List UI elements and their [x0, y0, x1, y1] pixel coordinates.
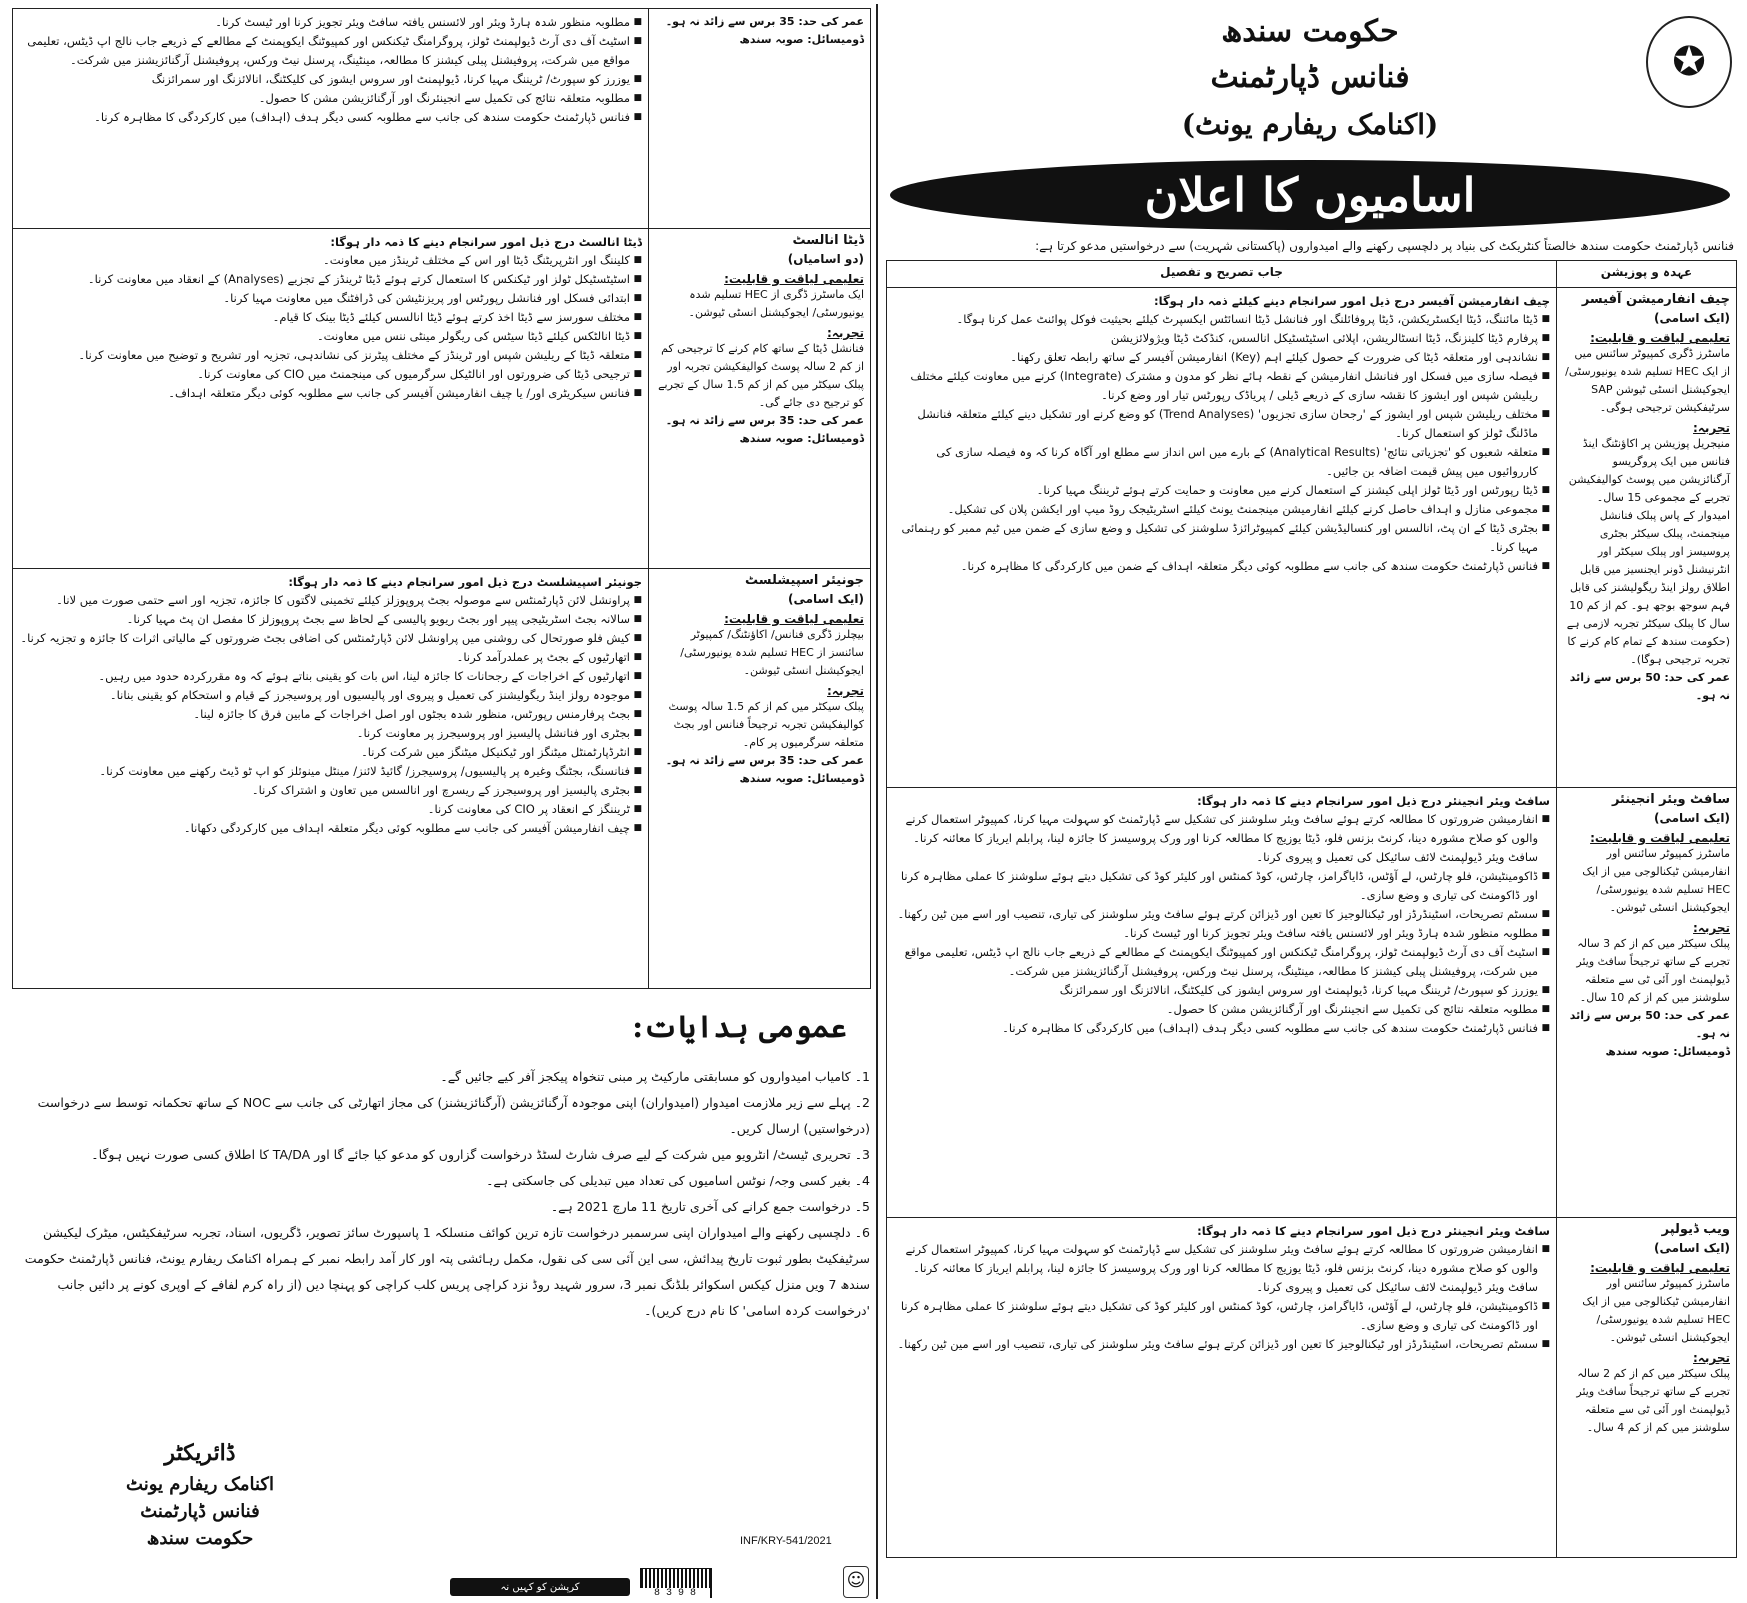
duties-cell — [13, 9, 649, 229]
position-count: (ایک اسامی) — [1653, 1241, 1730, 1255]
positions-table-right — [886, 260, 1737, 1558]
duty-item: ■ انفارمیشن ضرورتوں کا مطالعہ کرتے ہوئے سافٹ ویئر سلوشنز کی تشکیل سے ڈپارٹمنٹ کو سہولت مہیا کرنا، کمپیوٹر استعمال کرنے والوں کو صلاح مشورہ دینا، کرنٹ بزنس فلو، ڈیٹا یوزیج کا مطالعہ کرنا اور ورک پروسیسز کا جائزہ لینا، پرابلم ایریاز کا معائنہ کرنا۔ سافٹ ویئر ڈیولپمنٹ لائف سائیکل کی تعمیل و پیروی کرنا۔ — [893, 810, 1550, 867]
duty-item: ■ فنانس ڈپارٹمنٹ حکومت سندھ کی جانب سے مطلوبہ کوئی دیگر متعلقہ اہداف کے ضمن میں کارکردگی کا مظاہرہ کرنا۔ — [893, 557, 1550, 576]
duties-cell — [887, 1218, 1557, 1558]
duty-item: ■ متعلقہ ڈیٹا کے ریلیشن شپس اور ٹرینڈز کے مختلف پیٹرنز کی نشاندہی، تجزیہ اور تشریح و توضیح میں معاونت کرنا۔ — [19, 346, 642, 365]
duties-heading: ڈیٹا انالسٹ درج ذیل امور سرانجام دینے کا ذمہ دار ہوگا: — [330, 235, 642, 249]
duty-item: ■ ٹریننگز کے انعقاد پر CIO کی معاونت کرنا۔ — [19, 800, 642, 819]
qualification-text: ماسٹرز ڈگری کمپیوٹر سائنس میں از ایک HEC تسلیم شدہ یونیورسٹی/ ایجوکیشنل انسٹی ٹیوشن SAP سرٹیفکیشن ترجیحی ہوگی۔ — [1565, 347, 1730, 414]
qualification-label: تعلیمی لیاقت و قابلیت: — [1590, 331, 1730, 345]
signature-line: فنانس ڈپارٹمنٹ — [140, 1501, 260, 1522]
instruction-item: 3۔ تحریری ٹیسٹ/ انٹرویو میں شرکت کے لیے صرف شارٹ لسٹڈ درخواست گزاروں کو مدعو کیا جائے گا اور TA/DA کا اطلاق کسی صورت نہیں ہوگا۔ — [91, 1147, 870, 1162]
positions-table-left — [12, 8, 871, 989]
banner-text: اسامیوں کا اعلان — [1144, 168, 1476, 222]
position-count: (ایک اسامی) — [787, 592, 864, 606]
experience-text: پبلک سیکٹر میں کم از کم 2 سالہ تجربے کے ساتھ ترجیحاً سافٹ ویئر ڈیولپمنٹ اور آئی ٹی سے متعلقہ سلوشنز میں کم از کم 4 سال۔ — [1576, 1367, 1730, 1434]
duties-cell — [887, 288, 1557, 788]
duty-item: ■ فیصلہ سازی میں فسکل اور فنانشل انفارمیشن کے نقطہ ہائے نظر کو مدون و مشترک (Integrate) کرنے میں معاونت کیلئے مختلف ریلیشن شپس اور ایشوز کا نقشہ سازی کے ذریعے ڈیلی / پریاڈک رپورٹس تیار اور وضع کرنا۔ — [893, 367, 1550, 405]
position-title: ویب ڈیولپر — [1661, 1222, 1730, 1237]
duty-item: ■ بجٹری ڈیٹا کے ان پٹ، انالسس اور کنسالیڈیشن کیلئے کمپیوٹرائزڈ سلوشنز کی تشکیل و وضع سازی کے ضمن میں ٹیم ممبر کو رہنمائی مہیا کرنا۔ — [893, 519, 1550, 557]
experience-text: منیجریل پوزیشن پر اکاؤنٹنگ اینڈ فنانس میں ایک پروگریسو آرگنائزیشن میں پوسٹ کوالیفکیشن تجربے کے مجموعی 15 سال۔ امیدوار کے پاس پبلک فنانشل مینجمنٹ، پبلک سیکٹر بجٹری پروسیسز اور پبلک سیکٹر اور انٹرنیشنل ڈونر ایجنسیز میں قابل اطلاق رولز اینڈ ریگولیشنز کی قابل فہم سوجھ بوجھ ہو۔ کم از کم 10 سال کا پبلک سیکٹر تجربہ لازمی ہے (حکومت سندھ کے تمام کام کرنے کا تجربہ ترجیحی ہوگا)۔ — [1566, 437, 1730, 666]
domicile: ڈومیسائل: صوبہ سندھ — [1605, 1045, 1730, 1058]
duties-heading: سافٹ ویئر انجینئر درج ذیل امور سرانجام دینے کا ذمہ دار ہوگا: — [1197, 1224, 1550, 1238]
duties-list — [893, 810, 1550, 1038]
duties-list — [893, 1240, 1550, 1354]
footer-slogan: کرپشن کو کہیں نہ — [500, 1581, 580, 1593]
duty-item: ■ کیش فلو صورتحال کی روشنی میں پراونشل لائن ڈپارٹمنٹس کی اضافی بجٹ ضرورتوں کے مالیاتی اثرات کا جائزہ و تجزیہ کرنا۔ — [19, 629, 642, 648]
duty-item: ■ ابتدائی فسکل اور فنانشل رپورٹس اور پریزنٹیشن کی ڈرافٹنگ میں معاونت مہیا کرنا۔ — [19, 289, 642, 308]
position-cell — [649, 229, 871, 569]
reference-number: INF/KRY-541/2021 — [740, 1535, 832, 1547]
experience-label: تجربہ: — [1693, 421, 1730, 435]
position-cell — [1557, 1218, 1737, 1558]
duties-cell — [13, 569, 649, 989]
duties-list — [19, 251, 642, 403]
age-limit: عمر کی حد: 35 برس سے زائد نہ ہو۔ — [665, 15, 864, 28]
header-govt: حکومت سندھ — [1221, 14, 1399, 49]
qualification-text: ایک ماسٹرز ڈگری از HEC تسلیم شدہ یونیورسٹی/ ایجوکیشنل انسٹی ٹیوشن۔ — [688, 288, 864, 319]
qualification-text: ماسٹرز کمپیوٹر سائنس اور انفارمیشن ٹیکنالوجی میں از ایک HEC تسلیم شدہ یونیورسٹی/ ایجوکیشنل انسٹی ٹیوشن۔ — [1582, 1277, 1730, 1344]
duty-item: ■ مختلف سورسز سے ڈیٹا اخذ کرتے ہوئے ڈیٹا انالسس کیلئے ڈیٹا بینک کا قیام۔ — [19, 308, 642, 327]
domicile: ڈومیسائل: صوبہ سندھ — [739, 33, 864, 46]
qualification-label: تعلیمی لیاقت و قابلیت: — [724, 612, 864, 626]
experience-text: پبلک سیکٹر میں کم از کم 3 سالہ تجربے کے ساتھ ترجیحاً سافٹ ویئر ڈیولپمنٹ اور آئی ٹی سے متعلقہ سلوشنز میں کم از کم 10 سال۔ — [1576, 937, 1730, 1004]
duty-item: ■ ڈیٹا انالٹکس کیلئے ڈیٹا سیٹس کی ریگولر مینٹی ننس میں معاونت۔ — [19, 327, 642, 346]
qualification-text: ماسٹرز کمپیوٹر سائنس اور انفارمیشن ٹیکنالوجی میں از ایک HEC تسلیم شدہ یونیورسٹی/ ایجوکیشنل انسٹی ٹیوشن۔ — [1582, 847, 1730, 914]
duty-item: ■ انفارمیشن ضرورتوں کا مطالعہ کرتے ہوئے سافٹ ویئر سلوشنز کی تشکیل سے ڈپارٹمنٹ کو سہولت مہیا کرنا، کمپیوٹر استعمال کرنے والوں کو صلاح مشورہ دینا، کرنٹ بزنس فلو، ڈیٹا یوزیج کا مطالعہ کرنا اور ورک پروسیسز کا جائزہ لینا، پرابلم ایریاز کا معائنہ کرنا۔ سافٹ ویئر ڈیولپمنٹ لائف سائیکل کی تعمیل و پیروی کرنا۔ — [893, 1240, 1550, 1297]
duty-item: ■ نشاندہی اور متعلقہ ڈیٹا کی ضرورت کے حصول کیلئے اہم (Key) انفارمیشن آفیسر کے ساتھ رابطہ تعلق رکھنا۔ — [893, 348, 1550, 367]
duty-item: ■ یوزرز کو سپورٹ/ ٹریننگ مہیا کرنا، ڈیولپمنٹ اور سروس ایشوز کی کلیکٹنگ، انالائزنگ اور سمرائزنگ — [19, 70, 642, 89]
instruction-item: 4۔ بغیر کسی وجہ/ نوٹس اسامیوں کی تعداد میں تبدیلی کی جاسکتی ہے۔ — [486, 1173, 870, 1188]
sindh-government-logo: ✪ — [1646, 16, 1732, 108]
duty-item: ■ چیف انفارمیشن آفیسر کی جانب سے مطلوبہ کوئی دیگر متعلقہ اہداف میں کارکردگی دکھانا۔ — [19, 819, 642, 838]
duty-item: ■ اسٹیٹسٹیکل ٹولز اور ٹیکنکس کا استعمال کرتے ہوئے ڈیٹا ٹرینڈز کے تجزیے (Analyses) کے انعقاد میں معاونت کرنا۔ — [19, 270, 642, 289]
duty-item: ■ پرفارم ڈیٹا کلینزنگ، ڈیٹا انسٹالریشن، اپلائی اسٹیٹسٹیکل انالسس، کنڈکٹ ڈیٹا ویژولائزیشن — [893, 329, 1550, 348]
duty-item: ■ کلیننگ اور انٹرپریٹنگ ڈیٹا اور اس کے مختلف ٹرینڈز میں معاونت۔ — [19, 251, 642, 270]
duty-item: ■ فنانس ڈپارٹمنٹ حکومت سندھ کی جانب سے مطلوبہ کسی دیگر ہدف (اہداف) میں کارکردگی کا مظاہرہ کرنا۔ — [19, 108, 642, 127]
age-limit: عمر کی حد: 50 برس سے زائد نہ ہو۔ — [1569, 671, 1730, 702]
duty-item: ■ مطلوبہ منظور شدہ ہارڈ ویئر اور لائسنس یافتہ سافٹ ویئر تجویز کرنا اور ٹیسٹ کرنا۔ — [893, 924, 1550, 943]
duty-item: ■ فنانس سیکریٹری اور/ یا چیف انفارمیشن آفیسر کی جانب سے مطلوبہ کوئی دیگر متعلقہ اہداف۔ — [19, 384, 642, 403]
duties-cell — [887, 788, 1557, 1218]
instruction-item: 6۔ دلچسپی رکھنے والے امیدواران اپنی سرسمبر درخواست تازہ ترین کوائف منسلکہ 1 پاسپورٹ سائز تصویر، ڈگریوں، اسناد، تجربہ سرٹیفکیٹس، میٹرک لیکیشن سرٹیفکیٹ بطور ثبوت تاریخ پیدائش، سی این آئی سی کی نقول، مکمل رہائشی پتہ اور کار آمد رابطہ نمبر کے ہمراہ اکنامک ریفارم یونٹ، فنانس ڈپارٹمنٹ حکومت سندھ 7 ویں منزل کیکس اسکوائر بلڈنگ نمبر 3، سرور شہید روڈ نزد کراچی پریس کلب کراچی کو پہنچا دیں (از راہ کرم لفافے کے اوپری کونے پر دائیں جانب 'درخواست کردہ اسامی' کا نام درج کریں)۔ — [24, 1225, 870, 1318]
duties-list — [19, 591, 642, 838]
duties-list — [893, 310, 1550, 576]
signature-line: اکنامک ریفارم یونٹ — [126, 1474, 274, 1495]
position-count: (ایک اسامی) — [1653, 811, 1730, 825]
experience-label: تجربہ: — [1693, 921, 1730, 935]
experience-text: پبلک سیکٹر میں کم از کم 1.5 سالہ پوسٹ کوالیفکیشن تجربہ ترجیحاً فنانس اور بجٹ متعلقہ سرگرمیوں پر کام۔ — [668, 700, 864, 749]
duty-item: ■ مطلوبہ متعلقہ نتائج کی تکمیل سے انجینئرنگ اور آرگنائزیشن مشن کا حصول۔ — [893, 1000, 1550, 1019]
domicile: ڈومیسائل: صوبہ سندھ — [739, 432, 864, 445]
instruction-item: 1۔ کامیاب امیدواروں کو مسابقتی مارکیٹ پر مبنی تنخواہ پیکجز آفر کیے جائیں گے۔ — [440, 1069, 870, 1084]
duty-item: ■ اتھارٹیوں کے بجٹ پر عملدرآمد کرنا۔ — [19, 648, 642, 667]
signature-title: ڈائریکٹر — [164, 1440, 236, 1466]
position-cell — [649, 9, 871, 229]
col-header-details: جاب تصریح و تفصیل — [887, 261, 1557, 288]
duty-item: ■ ترجیحی ڈیٹا کی ضرورتوں اور انالٹیکل سرگرمیوں کی مینجمنٹ میں CIO کی معاونت کرنا۔ — [19, 365, 642, 384]
position-title: چیف انفارمیشن آفیسر — [1581, 292, 1730, 307]
duty-item: ■ بجٹ پرفارمنس رپورٹس، منظور شدہ بجٹوں اور اصل اخراجات کے مابین فرق کا جائزہ لینا۔ — [19, 705, 642, 724]
duty-item: ■ ڈاکومینٹیشن، فلو چارٹس، لے آؤٹس، ڈایاگرامز، چارٹس، کوڈ کمنٹس اور کلیئر کوڈ کی تشکیل دیتے ہوئے سلوشنز کا عملی مظاہرہ کرنا اور ڈاکومنٹ کی تیاری و وضع سازی۔ — [893, 1297, 1550, 1335]
header-department: فنانس ڈپارٹمنٹ — [1210, 60, 1410, 95]
footer-slogan-bar — [450, 1578, 630, 1596]
footer-barcode-number: 8 3 9 8 — [640, 1588, 710, 1599]
duty-item: ■ متعلقہ شعبوں کو 'تجزیاتی نتائج' (Analytical Results) کے بارے میں اس انداز سے مطلع اور آگاہ کرنا کہ وہ فیصلہ سازی کی کارروائیوں میں پیش قیمت اضافہ بن جائیں۔ — [893, 443, 1550, 481]
qualification-label: تعلیمی لیاقت و قابلیت: — [724, 272, 864, 286]
duty-item: ■ فنانسنگ، بجٹنگ وغیرہ پر پالیسیوں/ پروسیجرز/ گائیڈ لائنز/ مینٹل مینوئلز کو اپ ٹو ڈیٹ رکھنے میں معاونت کرنا۔ — [19, 762, 642, 781]
duty-item: ■ اسٹیٹ آف دی آرٹ ڈیولپمنٹ ٹولز، پروگرامنگ ٹیکنکس اور کمپیوٹنگ ایکوپمنٹ کے مطالعے کے ذریعے جاب نالج اپ ڈیٹس، تعلیمی مواقع میں شرکت، پروفیشنل پبلی کیشنز کا مطالعہ، مینٹینگ، پرسنل نیٹ ورکس، پروفیشنل آرگنائزیشنز میں شرکت۔ — [19, 32, 642, 70]
duty-item: ■ بجٹری پالیسیز اور پروسیجرز کے ریسرچ اور انالسس میں تعاون و اشتراک کرنا۔ — [19, 781, 642, 800]
position-title: سافٹ ویئر انجینئر — [1611, 792, 1730, 807]
duties-heading: جونیئر اسپیشلسٹ درج ذیل امور سرانجام دینے کا ذمہ دار ہوگا: — [288, 575, 642, 589]
duties-heading: سافٹ ویئر انجینئر درج ذیل امور سرانجام دینے کا ذمہ دار ہوگا: — [1197, 794, 1550, 808]
duty-item: ■ انٹرڈپارٹمنٹل میٹنگز اور ٹیکنیکل میٹنگز میں شرکت کرنا۔ — [19, 743, 642, 762]
position-cell — [649, 569, 871, 989]
intro-text: فنانس ڈپارٹمنٹ حکومت سندھ خالصتاً کنٹریکٹ کی بنیاد پر دلچسپی رکھنے والے امیدواروں (پاکستانی شہریت) سے درخواستیں مدعو کرتا ہے: — [1035, 239, 1734, 253]
duty-item: ■ بجٹری اور فنانشل پالیسیز اور پروسیجرز پر معاونت کرنا۔ — [19, 724, 642, 743]
duty-item: ■ یوزرز کو سپورٹ/ ٹریننگ مہیا کرنا، ڈیولپمنٹ اور سروس ایشوز کی کلیکٹنگ، انالائزنگ اور سمرائزنگ — [893, 981, 1550, 1000]
age-limit: عمر کی حد: 35 برس سے زائد نہ ہو۔ — [665, 414, 864, 427]
position-cell — [1557, 788, 1737, 1218]
position-title: ڈیٹا انالسٹ — [792, 233, 864, 248]
experience-label: تجربہ: — [827, 326, 864, 340]
position-count: (دو اسامیاں) — [787, 252, 864, 266]
age-limit: عمر کی حد: 35 برس سے زائد نہ ہو۔ — [665, 754, 864, 767]
right-panel — [880, 8, 1740, 1598]
duties-list — [19, 13, 642, 127]
experience-text: فنانشل ڈیٹا کے ساتھ کام کرنے کا ترجیحی کم از کم 2 سالہ پوسٹ کوالیفکیشن تجربہ اور پبلک سیکٹر میں کم از کم 1.5 سال کے تجربے کو ترجیح دی جائے گی۔ — [658, 342, 864, 409]
duty-item: ■ اتھارٹیوں کے اخراجات کے رجحانات کا جائزہ لینا، اس بات کو یقینی بناتے ہوئے کہ وہ مقررکردہ حدود میں رہیں۔ — [19, 667, 642, 686]
duty-item: ■ پراونشل لائن ڈپارٹمنٹس سے موصولہ بجٹ پروپوزلز کیلئے تخمینی لاگتوں کا جائزہ، تجزیہ اور اسے حتمی صورت میں لانا۔ — [19, 591, 642, 610]
domicile: ڈومیسائل: صوبہ سندھ — [739, 772, 864, 785]
signature-block — [70, 1440, 330, 1549]
duty-item: ■ مطلوبہ منظور شدہ ہارڈ ویئر اور لائسنس یافتہ سافٹ ویئر تجویز کرنا اور ٹیسٹ کرنا۔ — [19, 13, 642, 32]
duty-item: ■ فنانس ڈپارٹمنٹ حکومت سندھ کی جانب سے مطلوبہ کسی دیگر ہدف (اہداف) میں کارکردگی کا مظاہرہ کرنا۔ — [893, 1019, 1550, 1038]
duties-cell — [13, 229, 649, 569]
duty-item: ■ مختلف ریلیشن شپس اور ایشوز کے 'رجحان سازی تجزیوں' (Trend Analyses) کو وضع کرنے اور تشکیل دینے کیلئے متعلقہ فنانشل ماڈلنگ ٹولز کو استعمال کرنا۔ — [893, 405, 1550, 443]
duty-item: ■ سسٹم تصریحات، اسٹینڈرڈز اور ٹیکنالوجیز کا تعین اور ڈیزائن کرتے ہوئے سافٹ ویئر سلوشنز کی تیاری، تنصیب اور اسے مین ٹین رکھنا۔ — [893, 905, 1550, 924]
position-title: جونیئر اسپیشلسٹ — [744, 573, 864, 588]
qualification-label: تعلیمی لیاقت و قابلیت: — [1590, 1261, 1730, 1275]
duty-item: ■ موجودہ رولز اینڈ ریگولیشنز کی تعمیل و پیروی اور پالیسیوں اور پروسیجرز کے قیام و استحکام کو یقینی بنانا۔ — [19, 686, 642, 705]
header-unit: (اکنامک ریفارم یونٹ) — [1181, 108, 1439, 141]
announcement-banner — [890, 160, 1730, 230]
duty-item: ■ ڈاکومینٹیشن، فلو چارٹس، لے آؤٹس، ڈایاگرامز، چارٹس، کوڈ کمنٹس اور کلیئر کوڈ کی تشکیل دیتے ہوئے سلوشنز کا عملی مظاہرہ کرنا اور ڈاکومنٹ کی تیاری و وضع سازی۔ — [893, 867, 1550, 905]
duty-item: ■ ڈیٹا رپورٹس اور ڈیٹا ٹولز اپلی کیشنز کے استعمال کرنے میں معاونت و حمایت کرتے ہوئے ٹریننگ مہیا کرنا۔ — [893, 481, 1550, 500]
duty-item: ■ مجموعی منازل و اہداف حاصل کرنے کیلئے انفارمیشن مینجمنٹ یونٹ کیلئے اسٹریٹیجک روڈ میپ اور ایکشن پلان کی تشکیل۔ — [893, 500, 1550, 519]
general-instructions-list — [12, 1064, 870, 1324]
experience-label: تجربہ: — [1693, 1351, 1730, 1365]
instruction-item: 5۔ درخواست جمع کرانے کی آخری تاریخ 11 مارچ 2021 ہے۔ — [550, 1199, 870, 1214]
qualification-label: تعلیمی لیاقت و قابلیت: — [1590, 831, 1730, 845]
col-header-position: عہدہ و پوزیشن — [1557, 261, 1737, 288]
position-count: (ایک اسامی) — [1653, 311, 1730, 325]
column-divider — [876, 4, 878, 1599]
duty-item: ■ مطلوبہ متعلقہ نتائج کی تکمیل سے انجینئرنگ اور آرگنائزیشن مشن کا حصول۔ — [19, 89, 642, 108]
footer-mascot-icon: ☺ — [843, 1566, 869, 1598]
general-instructions-title: عمومی ہدایات: — [632, 1010, 847, 1045]
duty-item: ■ ڈیٹا مائننگ، ڈیٹا ایکسٹریکشن، ڈیٹا پروفائلنگ اور فنانشل ڈیٹا انسائٹس ایکسپرٹ کیلئے بحیثیت فوکل پوائنٹ عمل کرنا ہوگا۔ — [893, 310, 1550, 329]
duty-item: ■ سسٹم تصریحات، اسٹینڈرڈز اور ٹیکنالوجیز کا تعین اور ڈیزائن کرتے ہوئے سافٹ ویئر سلوشنز کی تیاری، تنصیب اور اسے مین ٹین رکھنا۔ — [893, 1335, 1550, 1354]
experience-label: تجربہ: — [827, 684, 864, 698]
instruction-item: 2۔ پہلے سے زیر ملازمت امیدوار (امیدواران) اپنی موجودہ آرگنائزیشن (آرگنائزیشنز) کی مجاز اتھارٹی کی جانب سے NOC کے ساتھ تحکمانہ توسط سے درخواست (درخواستیں) ارسال کریں۔ — [37, 1095, 870, 1136]
duty-item: ■ اسٹیٹ آف دی آرٹ ڈیولپمنٹ ٹولز، پروگرامنگ ٹیکنکس اور کمپیوٹنگ ایکوپمنٹ کے مطالعے کے ذریعے جاب نالج اپ ڈیٹس، تعلیمی مواقع میں شرکت، پروفیشنل پبلی کیشنز کا مطالعہ، مینٹینگ، پرسنل نیٹ ورکس، پروفیشنل آرگنائزیشنز میں شرکت۔ — [893, 943, 1550, 981]
qualification-text: بیچلرز ڈگری فنانس/ اکاؤنٹنگ/ کمپیوٹر سائنسز از HEC تسلیم شدہ یونیورسٹی/ ایجوکیشنل انسٹی ٹیوشن۔ — [680, 628, 864, 677]
duties-heading: چیف انفارمیشن آفیسر درج ذیل امور سرانجام دینے کیلئے ذمہ دار ہوگا: — [1154, 294, 1550, 308]
age-limit: عمر کی حد: 50 برس سے زائد نہ ہو۔ — [1569, 1009, 1730, 1040]
position-cell — [1557, 288, 1737, 788]
signature-line: حکومت سندھ — [146, 1528, 254, 1549]
duty-item: ■ سالانہ بجٹ اسٹریٹیجی پیپر اور بجٹ ریویو پالیسی کے لحاظ سے بجٹ پروپوزلز کا مفصل ان پٹ مہیا کرنا۔ — [19, 610, 642, 629]
